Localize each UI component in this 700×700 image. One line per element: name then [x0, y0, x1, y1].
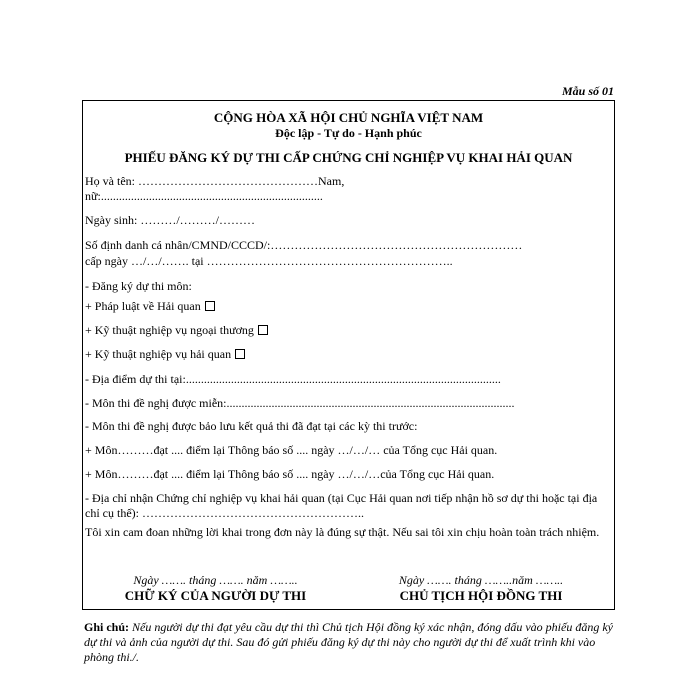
footnote-text: Nếu người dự thi đạt yêu cầu dự thi thì Chủ tịch Hội đồng ký xác nhận, đóng dấu vào phiếu đăng ký dự thi và ảnh của người dự thi. Sau đó gửi phiếu đăng ký dự thi này cho người dự thi để xuất trình khi vào phòng thi./. — [84, 620, 613, 664]
subject-customs-technique-checkbox[interactable] — [235, 349, 245, 359]
chairman-signature-title: CHỦ TỊCH HỘI ĐỒNG THI — [399, 588, 563, 603]
form-title: PHIẾU ĐĂNG KÝ DỰ THI CẤP CHỨNG CHỈ NGHIỆP VỤ KHAI HẢI QUAN — [124, 150, 573, 165]
national-name: CỘNG HÒA XÃ HỘI CHỦ NGHĨA VIỆT NAM — [213, 110, 484, 125]
chairman-signature-block — [351, 573, 611, 604]
candidate-signature-block — [83, 573, 348, 604]
retain-result-line-1[interactable]: + Môn………đạt .... điểm lại Thông báo số .... ngày …/…/… của Tổng cục Hải quan. — [85, 443, 498, 457]
footnote-label: Ghi chú: — [84, 620, 130, 634]
subject-customs-law-label: + Pháp luật về Hải quan — [85, 299, 201, 313]
subject-foreign-trade-checkbox[interactable] — [258, 325, 268, 335]
subject-foreign-trade — [85, 323, 610, 338]
issue-date-field-line[interactable]: cấp ngày …/…/……. tại …………………………………………………….. — [85, 254, 453, 268]
name-field-line[interactable]: Họ và tên: ………………………………………Nam, — [85, 174, 345, 188]
candidate-signature-title: CHỮ KÝ CỦA NGƯỜI DỰ THI — [124, 588, 307, 603]
national-motto: Độc lập - Tự do - Hạnh phúc — [275, 126, 422, 140]
dob-field-line[interactable]: Ngày sinh: ………/………/……… — [85, 213, 255, 227]
register-subjects-heading: - Đăng ký dự thi môn: — [85, 279, 192, 293]
exam-location-field-line[interactable]: - Địa điểm dự thi tại:......................................................................................................... — [85, 372, 501, 386]
footnote — [84, 620, 614, 665]
id-number-field-line[interactable]: Số định danh cá nhân/CMND/CCCD/:……………………………………………………… — [85, 238, 523, 252]
gender-field-line[interactable]: nữ:.......................................................................... — [85, 189, 323, 203]
chairman-signature-date[interactable]: Ngày ……. tháng ……..năm …….. — [398, 573, 564, 587]
certificate-address-field[interactable]: - Địa chỉ nhận Chứng chỉ nghiệp vụ khai hải quan (tại Cục Hải quan nơi tiếp nhận hồ sơ dự thi hoặc tại địa chỉ cụ thể): ……………………………………………….. — [85, 491, 598, 520]
form-number: Mẫu số 01 — [561, 84, 614, 98]
retain-result-line-2[interactable]: + Môn………đạt .... điểm lại Thông báo số .... ngày …/…/…của Tổng cục Hải quan. — [85, 467, 495, 481]
candidate-signature-date[interactable]: Ngày ……. tháng ……. năm …….. — [133, 573, 298, 587]
subject-customs-law-checkbox[interactable] — [205, 301, 215, 311]
registration-form — [82, 100, 615, 610]
exempt-subject-field-line[interactable]: - Môn thi đề nghị được miễn:................................................................................................ — [85, 396, 515, 410]
declaration-text: Tôi xin cam đoan những lời khai trong đơn này là đúng sự thật. Nếu sai tôi xin chịu hoàn toàn trách nhiệm. — [85, 525, 600, 539]
retain-results-heading: - Môn thi đề nghị được bảo lưu kết quả thi đã đạt tại các kỳ thi trước: — [85, 419, 418, 433]
subject-customs-law — [85, 299, 610, 314]
subject-customs-technique — [85, 347, 610, 362]
subject-foreign-trade-label: + Kỹ thuật nghiệp vụ ngoại thương — [85, 323, 254, 337]
subject-customs-technique-label: + Kỹ thuật nghiệp vụ hải quan — [85, 347, 232, 361]
